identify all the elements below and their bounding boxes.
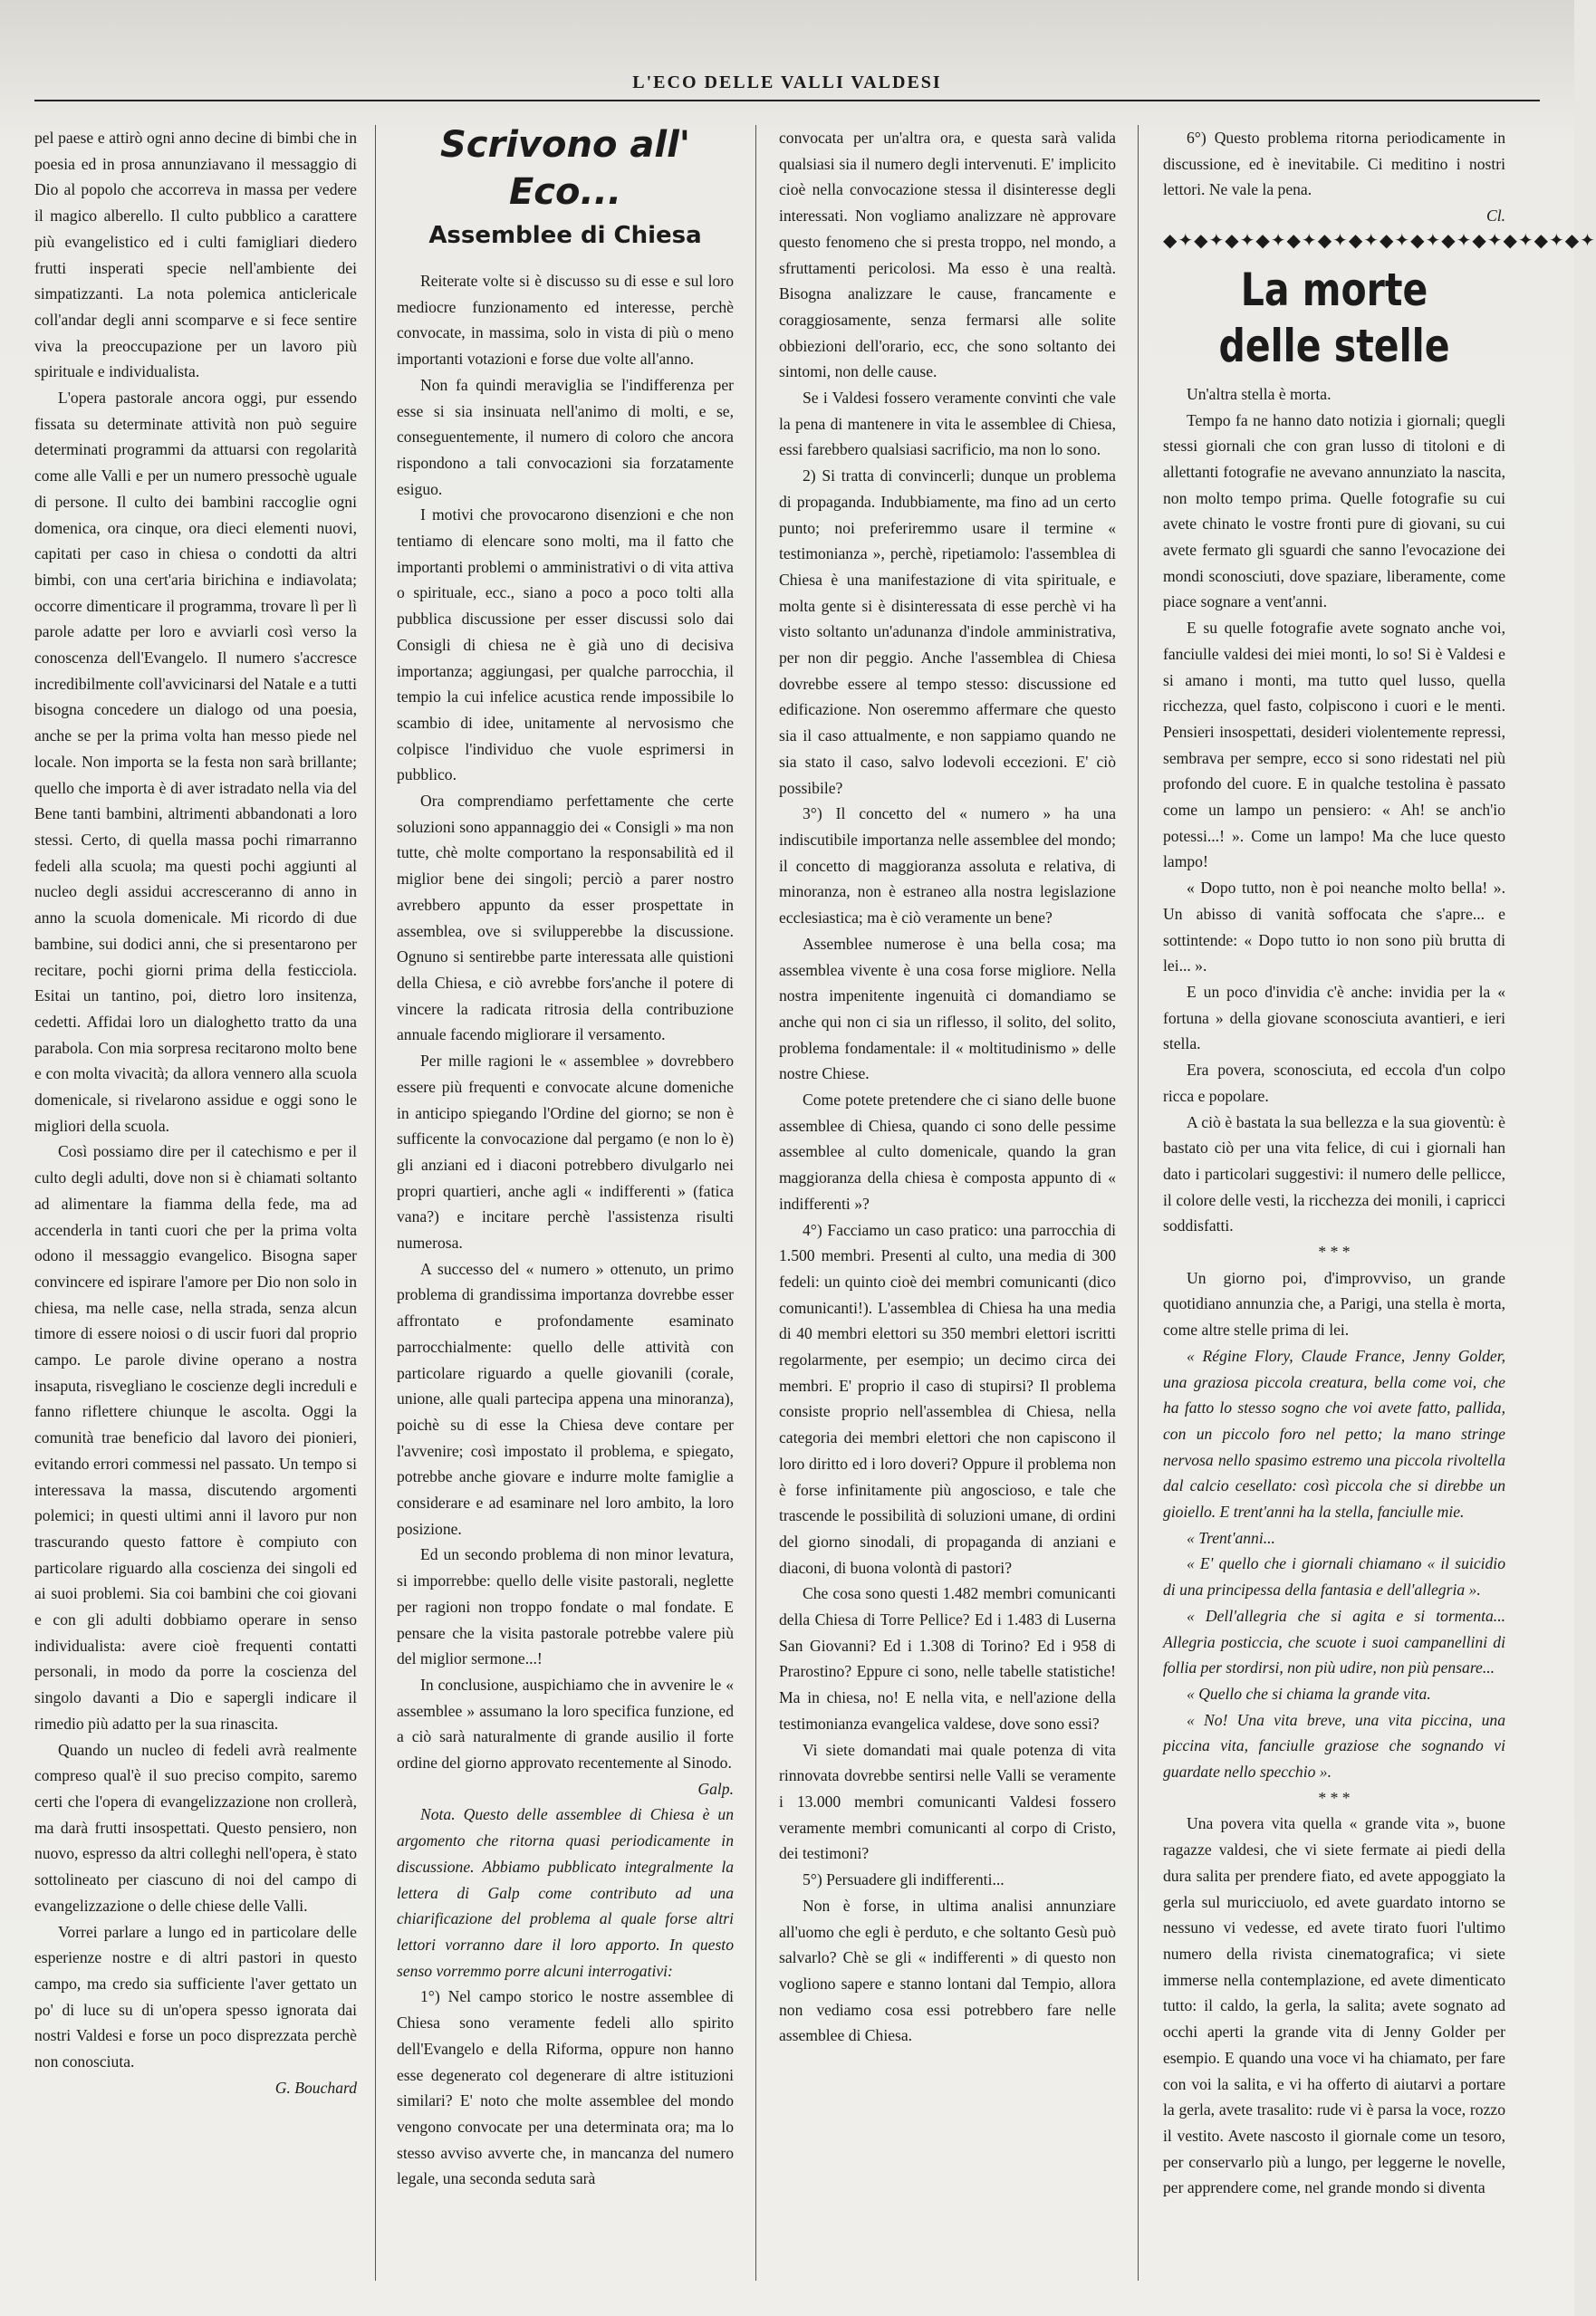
paragraph: Tempo fa ne hanno dato notizia i giornali; quegli stessi giornali che con gran lusso di titoloni e di allettanti fotografie ne avevano annunziato la nascita, non molto tempo prima. Quelle fotografie su cui avete chinato le vostre fronti pure di giovani, su cui avete fermato gli sguardi che sanno l'evocazione dei mondi sconosciuti, dove spaziare, liberamente, come piace sognare a vent'anni. xyxy=(1163,410,1505,611)
author-signature: Galp. xyxy=(697,1779,734,1798)
paragraph: Per mille ragioni le « assemblee » dovrebbero essere più frequenti e convocate alcune domeniche in anticipo spiegando l'Ordine del giorno; se non è sufficente la convocazione dal pergamo (e non lo è) gli anziani ed i diaconi potrebbero divulgarlo nei propri quartieri, anche agli « indifferenti » (fatica vana?) e incitare perchè l'assistenza risulti numerosa. xyxy=(397,1052,734,1253)
paragraph: Che cosa sono questi 1.482 membri comunicanti della Chiesa di Torre Pellice? Ed i 1.483 di Luserna San Giovanni? Ed i 1.308 di Torino? Ed i 958 di Prarostino? Eppure ci sono, nelle tabelle statistiche! Ma in chiesa, no! E nella vita, e nell'azione della testimonianza evangelica valdese, dove sono essi? xyxy=(779,1584,1116,1733)
column-divider xyxy=(755,125,756,2281)
paragraph: A successo del « numero » ottenuto, un primo problema di grandissima importanza dovrebbe esser affrontato e profondamente esaminato parrocchialmente: quello delle attività con particolare riguardo a quelle giovanili (corale, unione, alle quali partecipa appena una minoranza), poichè su di esse la Chiesa deve contare per l'avvenire; così impostato il problema, e spiegato, potrebbe anche giovare e indurre molte famiglie a considerare e ad esaminare nel loro ambito, la loro posizione. xyxy=(397,1259,734,1538)
quote-paragraph: « No! Una vita breve, una vita piccina, una piccina vita, fanciulle graziose che sognando vi guardate nello specchio ». xyxy=(1163,1710,1505,1782)
paragraph: Assemblee numerose è una bella cosa; ma assemblea vivente è una cosa forse migliore. Nella nostra impenitente ingenuità ci domandiamo se anche qui non ci sia un riflesso, il solito, del solito, problema fondamentale: il « moltitudinismo » delle nostre Chiese. xyxy=(779,934,1116,1083)
quote-paragraph: « Régine Flory, Claude France, Jenny Golder, una graziosa piccola creatura, bella come voi, che ha fatto lo stesso sogno che voi avete fatto, pallida, con un piccolo foro nel petto; la mano stringe nervosa nello spasimo estremo una piccola rivoltella dal calcio cesellato: così piccola che si direbbe un gioiello. E trent'anni ha la stella, fanciulle mie. xyxy=(1163,1346,1505,1522)
paragraph: 2) Si tratta di convincerli; dunque un problema di propaganda. Indubbiamente, ma fino ad un certo punto; noi preferiremmo usare il termine « testimonianza », perchè, ripetiamolo: l'assemblea di Chiesa è una manifestazione di vita spirituale, e molta gente si è disinteressata di esse perchè vi ha visto soltanto un'adunanza d'indole amministrativa, per non dir peggio. Anche l'assemblea di Chiesa dovrebbe essere al tempo stesso: discussione ed edificazione. Non oseremmo affermare che questo sia il caso attualmente, e non sappiamo quando ne sia stato il caso, salvo lodevoli eccezioni. E' ciò possibile? xyxy=(779,466,1116,797)
author-signature: G. Bouchard xyxy=(274,2078,357,2097)
paragraph: I motivi che provocarono disenzioni e che non tentiamo di elencare sono molti, ma il fatto che importanti problemi o amministrativi o di vita attiva o spirituale, ecc., siano a poco a poco tolti alla pubblica discussione per esser discussi solo dai Consigli di chiesa ne è già uno di decisiva importanza; aggiungasi, per qualche parrocchia, il tempio la cui infelice acustica rende impossibile lo scambio di idee, unitamente al nervosismo che colpisce l'individuo che vuole esprimersi in pubblico. xyxy=(397,505,734,784)
section-break: * * * xyxy=(1318,1243,1351,1262)
paragraph: 5°) Persuadere gli indifferenti... xyxy=(803,1870,1005,1889)
paragraph: 3°) Il concetto del « numero » ha una indiscutibile importanza nelle assemblee del mondo; il concetto di maggioranza assoluta e relativa, di minoranza, non è estraneo alla nostra legislazione ecclesiastica; ma è ciò veramente un bene? xyxy=(779,804,1116,927)
paragraph: Vi siete domandati mai quale potenza di vita rinnovata dovrebbe sentirsi nelle Valli se veramente i 13.000 membri comunicanti Valdesi fossero veramente membri comunicanti al corpo di Cristo, dei testimoni? xyxy=(779,1740,1116,1863)
quote-paragraph: « Dell'allegria che si agita e si tormenta... Allegria posticcia, che scuote i suoi campanellini di follia per stordirsi, non più udire, non più pensare... xyxy=(1163,1606,1505,1677)
paragraph: Vorrei parlare a lungo ed in particolare delle esperienze nostre e di altri pastori in questo campo, ma credo sia sufficiente l'aver gettato un po' di luce su di un'opera spesso ignorata dai nostri Valdesi e forse un poco disprezzata perchè non conosciuta. xyxy=(34,1922,357,2071)
paragraph: Era povera, sconosciuta, ed eccola d'un colpo ricca e popolare. xyxy=(1163,1061,1505,1105)
newspaper-header: L'ECO DELLE VALLI VALDESI xyxy=(34,72,1540,101)
paragraph: L'opera pastorale ancora oggi, pur essendo fissata su determinate attività non può seguire determinati programmi da attuarsi con regolarità come alle Valli e per un numero pressochè uguale di persone. Il culto dei bambini raccoglie ogni domenica, ora cinque, ora dieci elementi nuovi, capitati per caso in chiesa o condotti da altri bimbi, con una cert'aria birichina e indiavolata; occorre dimenticare il programma, trovare lì per lì parole adatte per loro e avviarli così verso la conoscenza dell'Evangelo. Il numero s'accresce incredibilmente coll'avvicinarsi del Natale e a tutti bisogna concedere un dialogo od una poesia, anche se per la prima volta han messo piede nel locale. Non importa se la festa non sarà brillante; quello che importa è di aver istradato nella via del Bene tanti bambini, altrimenti abbandonati a loro stessi. Certo, di quella massa pochi rimarranno fedeli alla scuola; ma questi pochi aggiunti al nucleo degli assidui accresceranno di anno in anno la scuola domenicale. Mi ricordo di due bambine, sui dodici anni, che si presentarono per recitare, pochi giorni prima della festicciola. Esitai un tantino, poi, dietro loro insitenza, cedetti. Affidai loro un dialoghetto tratto da una parabola. Con mia sorpresa recitarono molto bene e con molta vivacità; da allora vennero alla scuola domenicale, si rivelarono assidue e oggi sono le migliori della scuola. xyxy=(34,389,357,1135)
paragraph: 1°) Nel campo storico le nostre assemblee di Chiesa sono veramente fedeli allo spirito dell'Evangelo e della Riforma, oppure non hanno esse degenerato col degenerare di altre istituzioni similari? E' noto che molte assemblee del mondo vengono convocate per una determinata ora; ma lo stesso avviso avverte che, in mancanza del numero legale, una seconda seduta sarà xyxy=(397,1987,734,2188)
column-4 xyxy=(1163,125,1596,2281)
section-title: Scrivono all' Eco... xyxy=(439,124,691,213)
column-1 xyxy=(34,125,357,2281)
column-2 xyxy=(397,125,734,2281)
quote-paragraph: « Quello che si chiama la grande vita. xyxy=(1187,1684,1431,1703)
quote-paragraph: « E' quello che i giornali chiamano « il suicidio di una principessa della fantasia e dell'allegria ». xyxy=(1163,1554,1505,1600)
paragraph: Un'altra stella è morta. xyxy=(1187,384,1332,403)
paragraph: Reiterate volte si è discusso su di esse e sul loro mediocre funzionamento ed interesse, perchè convocate, in massima, solo in vista di più o meno importanti votazioni e forse due volte all'anno. xyxy=(397,272,734,369)
ornament-divider: ◆✦◆✦◆✦◆✦◆✦◆✦◆✦◆✦◆✦◆✦◆✦◆✦◆✦◆✦ xyxy=(1163,230,1596,251)
section-break: * * * xyxy=(1318,1788,1351,1807)
paragraph: In conclusione, auspichiamo che in avvenire le « assemblee » assumano la loro specifica funzione, ed a ciò sarà naturalmente di grande ausilio il forte ordine del giorno approvato recentemente al Sinodo. xyxy=(397,1675,734,1773)
paragraph: Ed un secondo problema di non minor levatura, si imporrebbe: quello delle visite pastorali, neglette per ragioni non troppo fondate o mal fondate. E pensare che la visita pastorale potrebbe valere più del miglior sermone...! xyxy=(397,1545,734,1668)
author-signature: Cl. xyxy=(1485,207,1505,226)
paragraph: « Dopo tutto, non è poi neanche molto bella! ». Un abisso di vanità soffocata che s'apre... e sottintende: « Dopo tutto io non sono più brutta di lei... ». xyxy=(1163,879,1505,975)
paragraph: Quando un nucleo di fedeli avrà realmente compreso qual'è il suo preciso compito, saremo certi che l'opera di evangelizzazione non crollerà, ma darà frutti insospettati. Questo pensiero, non nuovo, espresso da altri colleghi nell'opera, è stato sottolineato per ciascuno di noi del campo di evangelizzazione o delle chiese delle Valli. xyxy=(34,1740,357,1915)
column-divider xyxy=(375,125,376,2281)
paragraph: Così possiamo dire per il catechismo e per il culto degli adulti, dove non si è chiamati soltanto ad alimentare la fiamma della fede, ma ad accenderla in tanti cuori che per la prima volta odono il messaggio evangelico. Bisogna saper convincere ed ispirare l'amore per Dio non solo in chiesa, ma nelle case, nella strada, senza alcun timore di essere noiosi o di uscir fuori dal proprio campo. Le parole divine operano a nostra insaputa, risvegliano le coscienze degli increduli e fanno riflettere chiunque le ascolta. Oggi la comunità trae beneficio dal lavoro dei pionieri, evitando errori commessi nel passato. Un tempo si interessava la massa, discutendo argomenti polemici; in questi ultimi anni il lavoro pur non trascurando questo fattore è compiuto con particolare riguardo alla coscienza dei singoli ed ai suoi problemi. Sia coi bambini che coi giovani e con gli adulti dobbiamo operare in senso individualista: avere cioè frequenti contatti personali, in modo da porre la coscienza del singolo davanti a Dio e sapergli indicare il rimedio più adatto per la sua rinascita. xyxy=(34,1142,357,1733)
article-title: Assemblee di Chiesa xyxy=(428,222,702,249)
column-divider xyxy=(1138,125,1139,2281)
paragraph: Come potete pretendere che ci siano delle buone assemblee di Chiesa, quando ci sono delle pessime assemblee al culto domenicale, quando la gran maggioranza della chiesa è composta appunto di « indifferenti »? xyxy=(779,1091,1116,1213)
paragraph: E su quelle fotografie avete sognato anche voi, fanciulle valdesi dei miei monti, lo so! Si è Valdesi e si amano i monti, ma tutto quel lusso, quella ricchezza, quel fasto, colpiscono i cuori e le menti. Pensieri insospettati, desideri violentemente repressi, sembrava per sempre, ecco si sono ridestati nel più profondo del cuore. E in qualche testolina è passato come un lampo un pensiero: « Ah! se anch'io potessi...! ». Come un lampo! Ma che luce questo lampo! xyxy=(1163,619,1505,871)
paragraph: pel paese e attirò ogni anno decine di bimbi che in poesia ed in prosa annunziavano il messaggio di Dio al popolo che accorreva in massa per vedere il magico alberello. Il culto pubblico a carattere più evangelistico ed i culti famigliari diedero frutti insperati specie nell'ambiente dei simpatizzanti. La nota polemica anticlericale coll'andar degli anni scomparve e si fece sentire viva la preoccupazione per un lavoro più spirituale e individualista. xyxy=(34,129,357,381)
paragraph: Ora comprendiamo perfettamente che certe soluzioni sono appannaggio dei « Consigli » ma non tutte, chè molte comportano la responsabilità ed il miglior bene dei singoli; perciò a parer nostro avrebbero appunto da esser prospettate in assemblea, ove si svilupperebbe la discussione. Ognuno si sentirebbe parte interessata alle quistioni della Chiesa, e ciò avrebbe fors'anche il potere di vincere la radicata ritrosia della contribuzione annuale facendo migliorare il versamento. xyxy=(397,792,734,1044)
paragraph: Se i Valdesi fossero veramente convinti che vale la pena di mantenere in vita le assemblee di Chiesa, essi farebbero qualsiasi sacrificio, ma non lo sono. xyxy=(779,389,1116,459)
paragraph: 4°) Facciamo un caso pratico: una parrocchia di 1.500 membri. Presenti al culto, una media di 300 fedeli: un quinto cioè dei membri comunicanti (dico comunicanti!). L'assemblea di Chiesa ha una media di 40 membri elettori su 350 membri elettori iscritti regolarmente, per esempio; un decimo circa dei membri. E' proprio il caso di stupirsi? Il problema consiste proprio nell'assemblea di Chiesa, nella categoria dei membri elettori che non capiscono il loro diritto ed i loro doveri? Oppure il problema non è forse infinitamente più angoscioso, e tale che trascende le possibilità di soluzioni umane, di ordini del giorno sinodali, di propaganda di anziani e diaconi, di buona volontà di pastori? xyxy=(779,1220,1116,1577)
paragraph: Non fa quindi meraviglia se l'indifferenza per esse si sia insinuata nell'animo di molti, e se, conseguentemente, il numero di coloro che ancora rispondono a tali convocazioni sia forzatamente esiguo. xyxy=(397,375,734,498)
editor-note: Nota. Questo delle assemblee di Chiesa è un argomento che ritorna quasi periodicamente in discussione. Abbiamo pubblicato integralmente la lettera di Galp come contributo ad una chiarificazione del problema al quale forse altri lettori vorranno dare il loro apporto. In questo senso vorremmo porre alcuni interrogativi: xyxy=(397,1805,734,1980)
paragraph: E un poco d'invidia c'è anche: invidia per la « fortuna » della giovane sconosciuta avantieri, e ieri stella. xyxy=(1163,982,1505,1053)
paragraph: Una povera vita quella « grande vita », buone ragazze valdesi, che vi siete fermate ai piedi della dura salita per prendere fiato, ed avete appoggiato la gerla sul muricciuolo, ed avete guardato intorno se nessuno vi vedesse, ed avete tirato fuori l'ultimo numero della rivista cinematografica; vi siete immerse nella contemplazione, ed avete dimenticato tutto: il caldo, la gerla, la salita; avete sognato ad occhi aperti la grande vita di Jenny Golder per esempio. E quando una voce vi ha chiamato, per fare con voi la salita, e vi ha offerto di aiutarvi a portare la gerla, avete trasalito: rude vi è parsa la voce, rozzo il vestito. Avete nascosto il giornale come un tesoro, per conservarlo più a lungo, per leggerne le novelle, per apprendere come, nel grande mondo si diventa xyxy=(1163,1814,1505,2197)
paragraph: 6°) Questo problema ritorna periodicamente in discussione, ed è inevitabile. Ci meditino i nostri lettori. Ne vale la pena. xyxy=(1163,129,1505,199)
paragraph: Non è forse, in ultima analisi annunziare all'uomo che egli è perduto, e che soltanto Gesù può salvarlo? Chè se gli « indifferenti » di questo non vogliono sapere e stanno lontani dal Tempio, allora non vediamo cosa essi potrebbero fare nelle assemblee di Chiesa. xyxy=(779,1896,1116,2045)
paragraph: Un giorno poi, d'improvviso, un grande quotidiano annunzia che, a Parigi, una stella è morta, come altre stelle prima di lei. xyxy=(1163,1268,1505,1340)
article-title: La morte delle stelle xyxy=(1218,263,1450,372)
column-3 xyxy=(779,125,1116,2281)
paragraph: A ciò è bastata la sua bellezza e la sua gioventù: è bastato ciò per una vita felice, di cui i giornali han dato i particolari suggestivi: il numero delle pellicce, il colore delle vesti, la ricchezza dei monili, i capricci soddisfatti. xyxy=(1163,1112,1505,1235)
quote-paragraph: « Trent'anni... xyxy=(1187,1528,1275,1547)
paragraph: convocata per un'altra ora, e questa sarà valida qualsiasi sia il numero degli intervenuti. E' implicito cioè nella convocazione stessa il disinteresse degli interessati. Non vogliamo analizzare nè approvare questo fenomeno che si presta troppo, nel mondo, a sfruttamenti pericolosi. Ma esso è una realtà. Bisogna analizzare le cause, francamente e coraggiosamente, senza fermarsi alle solite obbiezioni dell'orario, ecc, che sono soltanto dei sintomi, non delle cause. xyxy=(779,129,1116,381)
